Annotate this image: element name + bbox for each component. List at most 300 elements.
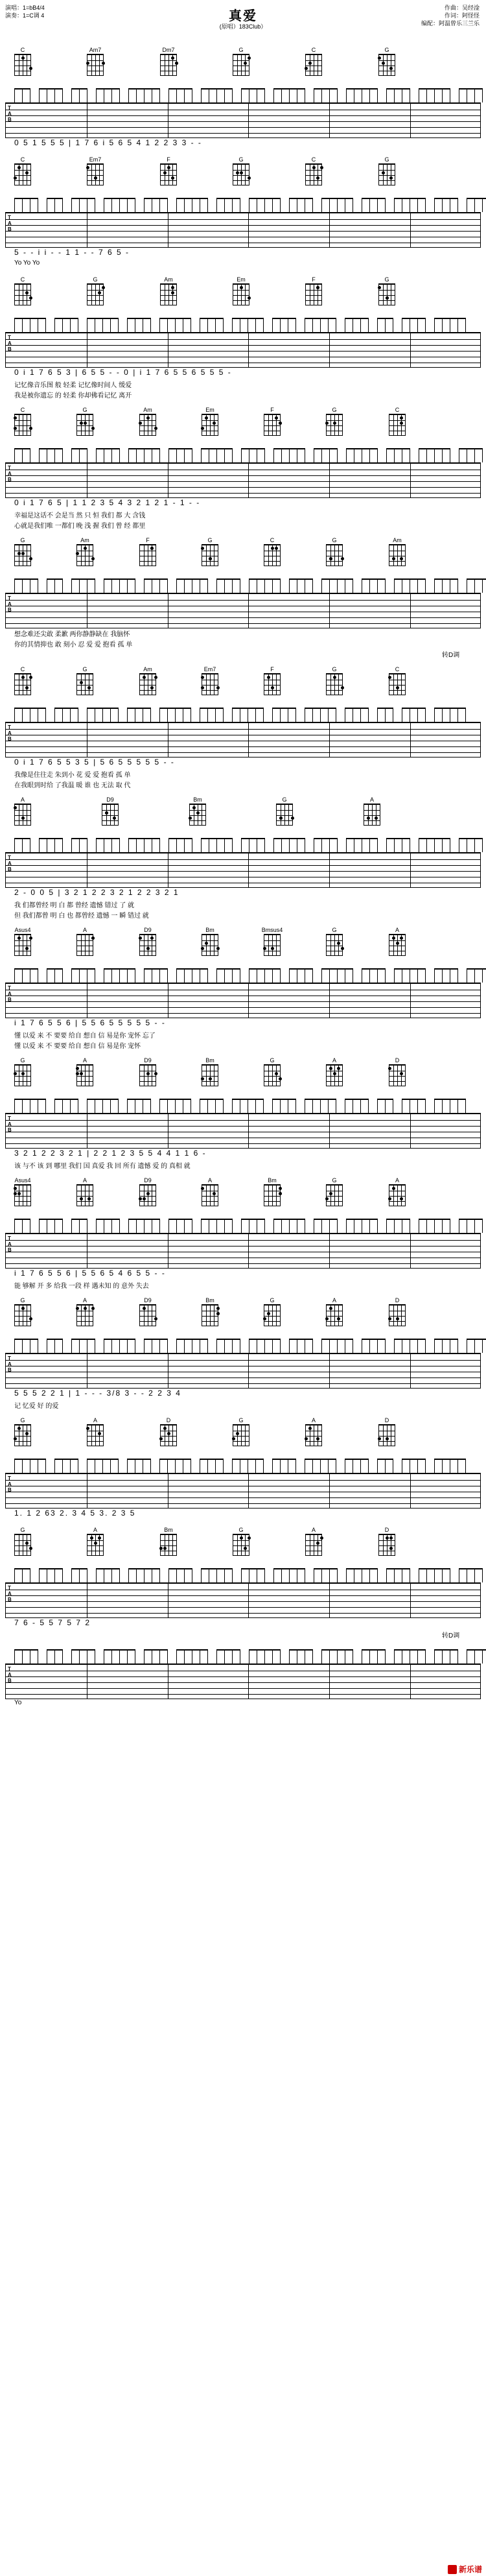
stem xyxy=(176,578,177,593)
chord-fretboard xyxy=(202,414,218,436)
chord-diagram xyxy=(199,927,221,956)
chord-name: G xyxy=(238,1527,244,1533)
chord-finger-dot xyxy=(17,1192,21,1195)
beam xyxy=(96,88,119,89)
stem xyxy=(96,1568,97,1582)
stem xyxy=(54,448,55,462)
chord-fretboard xyxy=(139,673,156,695)
stem xyxy=(474,1568,475,1582)
rhythm-stems xyxy=(5,1566,481,1583)
stem xyxy=(184,1568,185,1582)
stem xyxy=(71,1219,72,1233)
stem xyxy=(110,318,111,332)
chord-diagram xyxy=(137,1057,159,1086)
stem xyxy=(128,1568,129,1582)
stem xyxy=(280,1099,281,1113)
chord-finger-dot xyxy=(236,1432,239,1435)
chord-fretboard xyxy=(14,1184,31,1206)
barline xyxy=(329,333,330,367)
key-change-note: 转D调 xyxy=(442,1632,460,1640)
chord-finger-dot xyxy=(275,547,278,550)
chord-fretboard xyxy=(87,1424,104,1446)
stem xyxy=(377,578,378,593)
chord-finger-dot xyxy=(312,166,316,169)
chord-finger-dot xyxy=(113,817,116,820)
chord-finger-dot xyxy=(143,676,146,679)
stem xyxy=(425,1339,426,1353)
chord-fretboard xyxy=(378,54,395,76)
music-system xyxy=(5,537,481,660)
stem xyxy=(22,448,23,462)
stem xyxy=(465,708,466,722)
stem xyxy=(22,198,23,212)
staff-line xyxy=(6,1126,480,1127)
stem xyxy=(255,318,256,332)
stem xyxy=(434,578,435,593)
stem xyxy=(337,1568,338,1582)
chord-finger-dot xyxy=(21,817,25,820)
beam xyxy=(402,708,425,709)
stem xyxy=(329,578,330,593)
rhythm-stems xyxy=(5,835,481,853)
chord-name: G xyxy=(384,276,389,283)
stem xyxy=(136,838,137,852)
chord-finger-dot xyxy=(201,547,204,550)
chord-diagram xyxy=(323,1057,345,1086)
stem xyxy=(62,1219,63,1233)
stem xyxy=(264,1568,265,1582)
chord-name: Bm xyxy=(205,927,214,933)
stem xyxy=(386,448,387,462)
barline xyxy=(410,213,411,247)
stem xyxy=(280,1339,281,1353)
barline xyxy=(248,1354,249,1388)
stem xyxy=(273,448,274,462)
chord-fretboard xyxy=(14,544,31,566)
staff-line xyxy=(6,729,480,730)
credit-composer: 作曲：吴经淦 xyxy=(444,5,480,11)
chord-diagram xyxy=(386,1057,408,1086)
stem xyxy=(474,1649,475,1664)
stem xyxy=(128,1219,129,1233)
chord-finger-dot xyxy=(201,1077,204,1080)
chord-finger-dot xyxy=(329,1192,332,1195)
chord-name: G xyxy=(238,156,244,163)
chord-diagram xyxy=(230,156,252,185)
stem xyxy=(457,578,458,593)
stem xyxy=(417,1339,418,1353)
beam xyxy=(402,318,425,319)
stem xyxy=(394,838,395,852)
stem xyxy=(255,1099,256,1113)
stem xyxy=(216,448,217,462)
stem xyxy=(377,1649,378,1664)
tablature-staff xyxy=(5,1473,481,1509)
stem xyxy=(184,1339,185,1353)
stem xyxy=(224,838,225,852)
stem xyxy=(377,1219,378,1233)
stem xyxy=(14,1099,15,1113)
chord-finger-dot xyxy=(76,552,79,555)
chord-name: G xyxy=(93,276,98,283)
beam xyxy=(54,1459,78,1460)
stem xyxy=(425,968,426,983)
beam xyxy=(362,198,385,199)
stem xyxy=(128,88,129,102)
chord-diagram-row xyxy=(5,1057,481,1096)
staff-line xyxy=(6,127,480,128)
beam xyxy=(289,198,312,199)
stem xyxy=(425,578,426,593)
stem xyxy=(14,968,15,983)
chord-fretboard xyxy=(160,1534,177,1556)
chord-name: A xyxy=(82,1297,87,1304)
beam xyxy=(345,708,368,709)
stem xyxy=(159,448,160,462)
stem xyxy=(223,1459,224,1473)
stem xyxy=(360,1099,361,1113)
chord-finger-dot xyxy=(143,1307,146,1310)
stem xyxy=(369,838,370,852)
chord-diagram xyxy=(199,407,221,436)
stem xyxy=(216,838,217,852)
chord-diagram xyxy=(261,1297,283,1326)
chord-finger-dot xyxy=(333,676,336,679)
chord-finger-dot xyxy=(150,686,154,689)
chord-name: G xyxy=(82,666,87,673)
chord-diagram xyxy=(303,276,325,305)
chord-finger-dot xyxy=(21,1072,25,1075)
beam xyxy=(71,1649,95,1651)
stem xyxy=(264,88,265,102)
chord-diagram-row xyxy=(5,537,481,576)
staff-line xyxy=(6,339,480,340)
barline xyxy=(248,1234,249,1268)
chord-name: G xyxy=(282,796,287,803)
chord-name: A xyxy=(82,927,87,933)
chord-name: A xyxy=(311,1417,316,1424)
beam xyxy=(459,1219,482,1220)
site-watermark xyxy=(448,2564,482,2575)
stem xyxy=(110,1459,111,1473)
stem xyxy=(144,88,145,102)
barline xyxy=(410,333,411,367)
chord-diagram xyxy=(303,1417,325,1446)
stem xyxy=(369,578,370,593)
chord-finger-dot xyxy=(205,416,208,420)
beam xyxy=(216,1649,240,1651)
chord-fretboard xyxy=(389,673,406,695)
stem xyxy=(377,88,378,102)
chord-finger-dot xyxy=(139,422,142,425)
stem xyxy=(22,1459,23,1473)
beam xyxy=(127,1099,150,1100)
stem xyxy=(111,448,112,462)
tablature-staff xyxy=(5,853,481,888)
chord-finger-dot xyxy=(154,427,157,430)
chord-finger-dot xyxy=(389,176,393,180)
chord-finger-dot xyxy=(80,422,83,425)
chord-diagram xyxy=(74,927,96,956)
stem xyxy=(111,838,112,852)
chord-finger-dot xyxy=(90,1536,93,1540)
staff-line xyxy=(6,1383,480,1384)
staff-line xyxy=(6,1676,480,1677)
chord-finger-dot xyxy=(316,286,319,289)
music-system xyxy=(5,47,481,150)
stem xyxy=(119,1219,120,1233)
staff-line xyxy=(6,1013,480,1014)
chord-finger-dot xyxy=(80,1072,83,1075)
chord-diagram xyxy=(74,537,96,566)
chord-fretboard xyxy=(87,54,104,76)
tablature-staff xyxy=(5,983,481,1018)
chord-finger-dot xyxy=(150,547,154,550)
chord-finger-dot xyxy=(80,1197,83,1200)
beam xyxy=(289,1339,312,1340)
rhythm-stems xyxy=(5,195,481,213)
chord-finger-dot xyxy=(196,811,200,815)
stem xyxy=(127,968,128,983)
stem xyxy=(377,318,378,332)
chord-diagram xyxy=(99,796,121,826)
stem xyxy=(62,88,63,102)
logo-mark xyxy=(448,2565,457,2574)
stem xyxy=(79,1219,80,1233)
stem xyxy=(474,198,475,212)
stem xyxy=(22,578,23,593)
stem xyxy=(175,1099,176,1113)
chord-finger-dot xyxy=(329,557,332,560)
chord-fretboard xyxy=(76,1184,93,1206)
chord-finger-dot xyxy=(146,1072,150,1075)
chord-fretboard xyxy=(14,934,31,956)
chord-finger-dot xyxy=(316,176,319,180)
stem xyxy=(377,1568,378,1582)
chord-diagram xyxy=(157,276,179,305)
site-name: 新乐谱 xyxy=(458,2565,482,2574)
beam xyxy=(241,1219,264,1220)
stem xyxy=(119,448,120,462)
beam xyxy=(14,578,38,580)
stem xyxy=(127,1459,128,1473)
barline xyxy=(410,984,411,1018)
music-system xyxy=(5,796,481,920)
chord-finger-dot xyxy=(400,936,403,940)
chord-fretboard xyxy=(160,54,177,76)
chord-finger-dot xyxy=(21,676,25,679)
chord-finger-dot xyxy=(279,1192,282,1195)
chord-diagram xyxy=(12,1417,34,1446)
stem xyxy=(295,708,296,722)
rhythm-stems xyxy=(5,446,481,463)
notation-numbers xyxy=(5,888,481,900)
stem xyxy=(329,448,330,462)
chord-name: G xyxy=(238,47,244,53)
stem xyxy=(118,708,119,722)
stem xyxy=(280,578,281,593)
chord-diagram xyxy=(230,1527,252,1556)
stem xyxy=(482,578,483,593)
chord-name: A xyxy=(93,1417,97,1424)
rhythm-stems xyxy=(5,1096,481,1114)
chord-finger-dot xyxy=(29,1317,32,1320)
chord-finger-dot xyxy=(91,936,95,940)
stem xyxy=(22,88,23,102)
chord-diagram-row xyxy=(5,1417,481,1456)
staff-line xyxy=(6,475,480,476)
chord-name: C xyxy=(395,407,400,413)
staff-line xyxy=(6,351,480,352)
barline xyxy=(410,1584,411,1617)
stem xyxy=(368,708,369,722)
beam xyxy=(314,1219,337,1220)
stem xyxy=(289,1219,290,1233)
stem xyxy=(62,1649,63,1664)
lyric-line xyxy=(5,1699,481,1710)
staff-line xyxy=(6,219,480,220)
chord-finger-dot xyxy=(320,1536,323,1540)
chord-finger-dot xyxy=(201,427,204,430)
stem xyxy=(127,578,128,593)
chord-finger-dot xyxy=(14,806,17,809)
stem xyxy=(215,708,216,722)
chord-finger-dot xyxy=(84,547,87,550)
chord-diagram-row xyxy=(5,156,481,195)
stem xyxy=(482,198,483,212)
chord-finger-dot xyxy=(21,552,25,555)
chord-finger-dot xyxy=(271,686,274,689)
chord-fretboard xyxy=(189,804,206,826)
stem xyxy=(54,1339,55,1353)
stem xyxy=(320,1099,321,1113)
chord-fretboard xyxy=(76,934,93,956)
beam xyxy=(71,198,95,199)
chord-finger-dot xyxy=(29,1547,32,1550)
stem xyxy=(329,968,330,983)
chord-fretboard xyxy=(378,1534,395,1556)
stem xyxy=(321,1219,322,1233)
rhythm-stems xyxy=(5,705,481,722)
notation-numbers-text: 0 i 1 7 6 5 5 3 5 | 5 6 5 5 5 5 5 - - xyxy=(14,757,175,767)
chord-diagram xyxy=(12,1057,34,1086)
chord-diagram xyxy=(74,666,96,695)
staff-line xyxy=(6,1688,480,1689)
chord-finger-dot xyxy=(329,1307,332,1310)
lyric-line xyxy=(5,1030,481,1040)
chord-diagram xyxy=(187,796,209,826)
barline xyxy=(329,213,330,247)
chord-name: Am xyxy=(143,666,152,673)
chord-finger-dot xyxy=(102,62,105,65)
chord-name: Bm xyxy=(205,1057,214,1064)
stem xyxy=(394,448,395,462)
stem xyxy=(321,578,322,593)
beam xyxy=(345,1099,368,1100)
stem xyxy=(102,318,103,332)
stem xyxy=(111,1339,112,1353)
stem xyxy=(320,1459,321,1473)
staff-line xyxy=(6,1360,480,1361)
chord-diagram xyxy=(303,156,325,185)
beam xyxy=(459,448,482,449)
stem xyxy=(168,448,169,462)
chord-diagram xyxy=(12,927,34,956)
chord-diagram xyxy=(261,1177,283,1206)
stem xyxy=(168,1568,169,1582)
stem xyxy=(54,1099,55,1113)
chord-fretboard xyxy=(160,1424,177,1446)
chord-diagram xyxy=(12,666,34,695)
stem xyxy=(369,1219,370,1233)
chord-fretboard xyxy=(202,673,218,695)
chord-finger-dot xyxy=(21,56,25,60)
chord-fretboard xyxy=(378,163,395,185)
chord-finger-dot xyxy=(240,171,243,174)
stem xyxy=(394,1219,395,1233)
beam xyxy=(216,578,240,580)
stem xyxy=(14,198,15,212)
beam xyxy=(200,1099,223,1100)
chord-finger-dot xyxy=(263,1317,266,1320)
chord-diagram xyxy=(386,666,408,695)
notation-numbers xyxy=(5,138,481,150)
lyric-text: 心就是我们唯 一都们 晚 浅 握 我们 曾 经 都里 xyxy=(14,523,146,530)
beam xyxy=(14,968,38,970)
stem xyxy=(119,1339,120,1353)
chord-finger-dot xyxy=(279,817,283,820)
stem xyxy=(474,968,475,983)
stem xyxy=(54,1219,55,1233)
chord-diagram xyxy=(157,156,179,185)
stem xyxy=(272,1459,273,1473)
chord-finger-dot xyxy=(329,1067,332,1070)
stem xyxy=(216,1649,217,1664)
chord-finger-dot xyxy=(29,557,32,560)
stem xyxy=(224,578,225,593)
chord-finger-dot xyxy=(337,1317,340,1320)
lyric-text: 你的其情抑也 敢 刻小 忍 爱 爱 抱看 孤 单 xyxy=(14,641,133,649)
barline xyxy=(248,1665,249,1699)
notation-numbers-text: 3 2 1 2 2 3 2 1 | 2 2 1 2 3 5 5 4 4 1 1 6 - xyxy=(14,1149,207,1158)
stem xyxy=(232,1568,233,1582)
stem xyxy=(127,1649,128,1664)
barline xyxy=(329,1665,330,1699)
stem xyxy=(346,1568,347,1582)
chord-finger-dot xyxy=(175,62,178,65)
chord-finger-dot xyxy=(382,62,385,65)
chord-name: Bm xyxy=(164,1527,173,1533)
stem xyxy=(79,1649,80,1664)
stem xyxy=(111,1219,112,1233)
stem xyxy=(102,1459,103,1473)
stem xyxy=(62,318,63,332)
chord-fretboard xyxy=(305,163,322,185)
stem xyxy=(232,88,233,102)
chord-diagram xyxy=(137,537,159,566)
staff-line xyxy=(6,859,480,860)
notation-numbers-text: 5 5 5 2 2 1 | 1 - - - 3/8 3 - - 2 2 3 4 xyxy=(14,1389,181,1398)
stem xyxy=(295,1099,296,1113)
chord-finger-dot xyxy=(232,1437,235,1440)
staff-line xyxy=(6,115,480,116)
beam xyxy=(386,1568,410,1569)
chord-name: F xyxy=(167,156,170,163)
notation-numbers xyxy=(5,248,481,259)
beam xyxy=(362,1339,385,1340)
stem xyxy=(457,1339,458,1353)
chord-fretboard xyxy=(264,414,281,436)
